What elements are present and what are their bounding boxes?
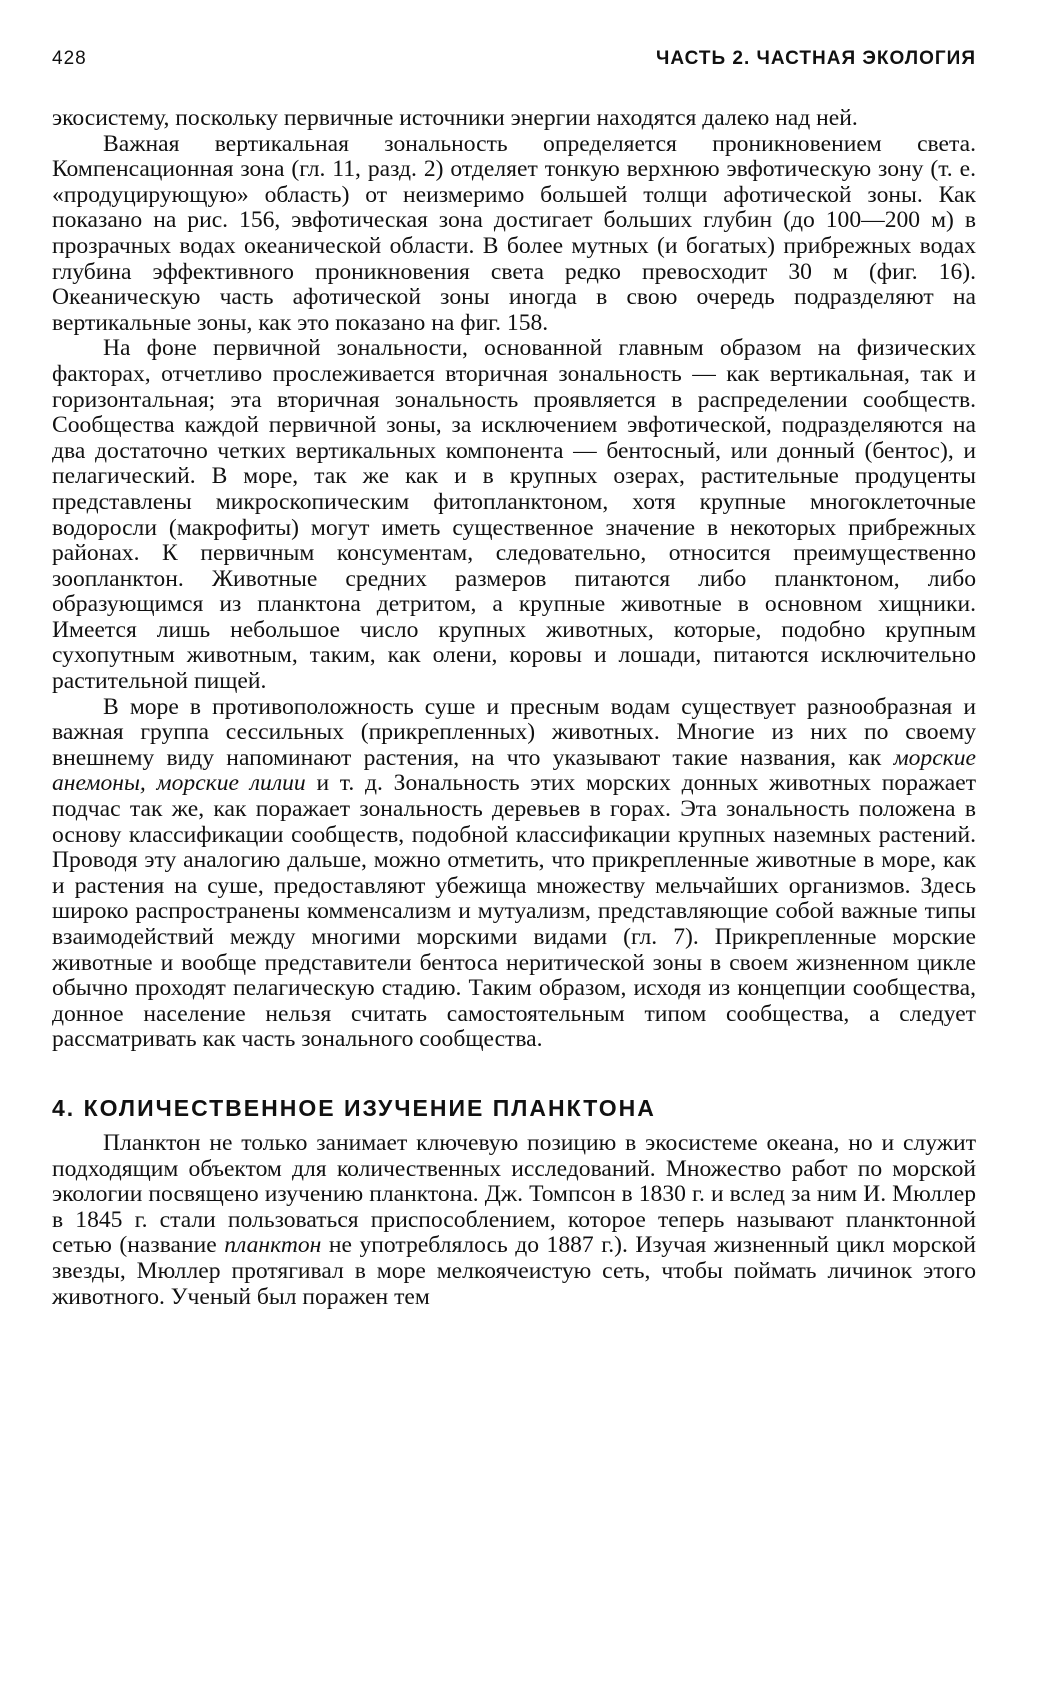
paragraph-text: экосистему, поскольку первичные источники энергии находятся далеко над ней. [52,105,858,131]
page-body [52,106,976,1310]
page-number: 428 [52,48,87,69]
paragraph-text: Планктон не только занимает ключевую позицию в экосистеме океана, но и служит подходящим объектом для количественных исследований. Множество работ по морской экологии посвящено изучению планктона. Дж. Томпсон в 1830 г. и вслед за ним И. Мюллер в 1845 г. стали пользоваться приспособлением, которое теперь называют планктонной сетью (название [52,1129,976,1259]
paragraph-text: В море в противоположность суше и пресным водам существует разнообразная и важная группа сессильных (прикрепленных) животных. Многие из них по своему внешнему виду напоминают растения, на что указывают такие названия, как [52,693,976,771]
paragraph-sessile-animals [52,695,976,1053]
paragraph-text: Важная вертикальная зональность определяется проникновением света. Компенсационная зона (гл. 11, разд. 2) отделяет тонкую верхнюю эвфотическую зону (т. е. «продуцирующую» область) от неизмеримо большей толщи афотической зоны. Как показано на рис. 156, эвфотическая зона достигает больших глубин (до 100—200 м) в прозрачных водах океанической области. В более мутных (и богатых) прибрежных водах глубина эффективного проникновения света редко превосходит 30 м (фиг. 16). Океаническую часть афотической зоны иногда в свою очередь подразделяют на вертикальные зоны, как это показано на фиг. 158. [52,130,976,336]
running-header [52,48,976,78]
section-heading: 4. КОЛИЧЕСТВЕННОЕ ИЗУЧЕНИЕ ПЛАНКТОНА [52,1094,656,1121]
paragraph-text: не употреблялось до 1887 г.). Изучая жизненный цикл морской звезды, Мюллер протягивал в море мелкоячеистую сеть, чтобы поймать личинок этого животного. Ученый был поражен тем [52,1232,977,1310]
paragraph-plankton-study [52,1131,976,1310]
paragraph-text: и т. д. Зональность этих морских донных животных поражает подчас так же, как поражает зональность деревьев в горах. Эта зональность положена в основу классификации сообществ, подобной классификации крупных наземных растений. Проводя эту аналогию дальше, можно отметить, что прикрепленные животные в море, как и растения на суше, предоставляют убежища множеству мельчайших организмов. Здесь широко распространены комменсализм и мутуализм, представляющие собой важные типы взаимодействий между многими морскими видами (гл. 7). Прикрепленные морские животные и вообще представители бентоса неритической зоны в своем жизненном цикле обычно проходят пелагическую стадию. Таким образом, исходя из концепции сообщества, донное население нельзя считать самостоятельным типом сообщества, а следует рассматривать как часть зонального сообщества. [52,770,977,1053]
paragraph-text: На фоне первичной зональности, основанной главным образом на физических факторах, отчетливо прослеживается вторичная зональность — как вертикальная, так и горизонтальная; эта вторичная зональность проявляется в распределении сообществ. Сообщества каждой первичной зоны, за исключением эвфотической, подразделяются на два достаточно четких вертикальных компонента — бентосный, или донный (бентос), и пелагический. В море, так же как и в крупных озерах, растительные продуценты представлены микроскопическим фитопланктоном, хотя крупные многоклеточные водоросли (макрофиты) могут иметь существенное значение в некоторых прибрежных районах. К первичным консументам, следовательно, относится преимущественно зоопланктон. Животные средних размеров питаются либо планктоном, либо образующимся из планктона детритом, а крупные животные в основном хищники. Имеется лишь небольшое число крупных животных, которые, подобно крупным сухопутным животным, таким, как олени, коровы и лошади, питаются исключительно растительной пищей. [52,335,976,695]
paragraph-vertical-zonation [52,132,976,337]
italic-term: планктон [224,1232,322,1259]
italic-term: морские анемоны, морские лилии [52,744,976,797]
paragraph-continuation [52,106,976,132]
paragraph-secondary-zonation [52,336,976,694]
running-title: ЧАСТЬ 2. ЧАСТНАЯ ЭКОЛОГИЯ [656,48,976,69]
